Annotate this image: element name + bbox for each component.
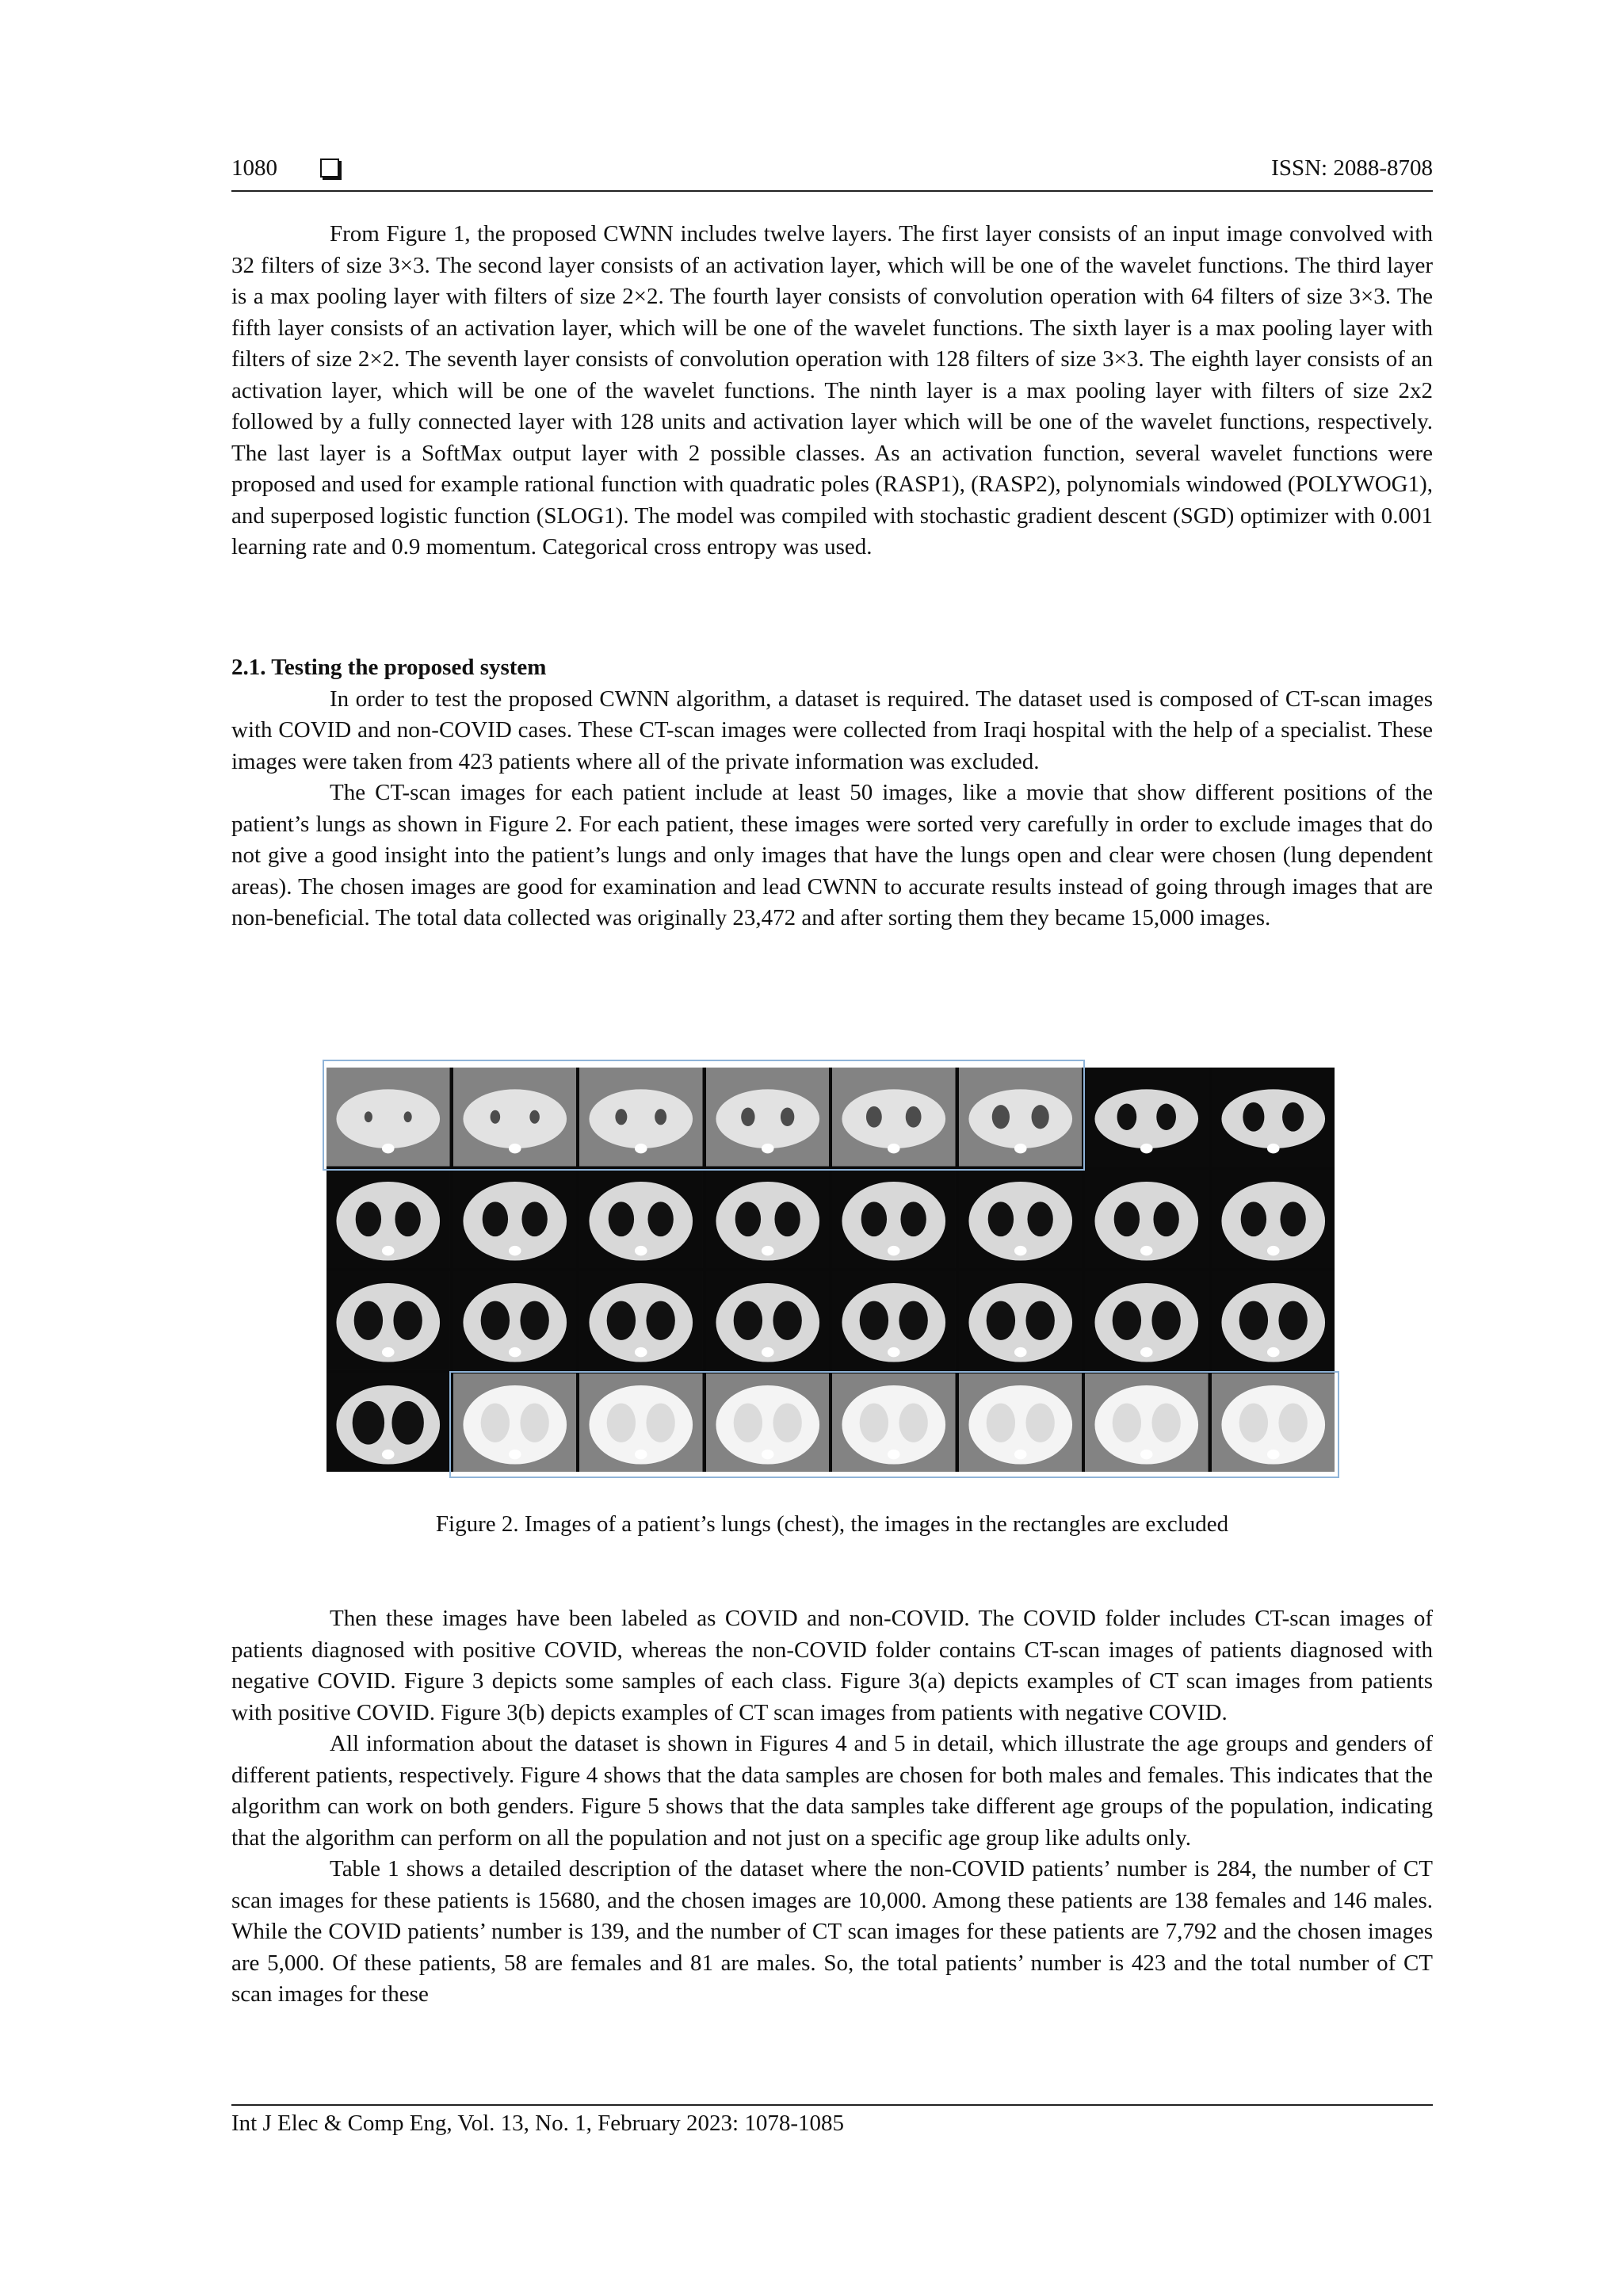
paragraph: Table 1 shows a detailed description of the dataset where the non-COVID patients’ number is 284, the number of CT scan images for these patients is 15680, and the chosen images are 10,000. Among these patients are 138 females and 146 males. While the COVID patients’ number is 139, and the number of CT scan images for these patients are 7,792 and the chosen images are 5,000. Of these patients, 58 are females and 81 are males. So, the total patients’ number is 423 and the total number of CT scan images for these <box>231 1856 1433 2007</box>
body-text-bottom <box>231 1603 1433 2011</box>
page-footer <box>231 2104 1433 2137</box>
page-number: 1080 <box>231 155 277 181</box>
paragraph: Then these images have been labeled as COVID and non-COVID. The COVID folder includes CT-scan images of patients diagnosed with positive COVID, whereas the non-COVID folder contains CT-scan images of patients diagnosed with negative COVID. Figure 3 depicts some samples of each class. Figure 3(a) depicts examples of CT scan images from patients with positive COVID. Figure 3(b) depicts examples of CT scan images from patients with negative COVID. <box>231 1606 1433 1725</box>
excluded-rectangle-bottom <box>449 1371 1339 1478</box>
ct-slice-image <box>579 1170 703 1269</box>
ct-slice-image <box>1085 1068 1209 1167</box>
body-text-top <box>231 219 1433 563</box>
excluded-rectangle-top <box>323 1060 1085 1171</box>
ct-slice-image <box>1212 1170 1335 1269</box>
ct-slice-image <box>1212 1068 1335 1167</box>
checkbox-square-icon <box>320 159 339 178</box>
ct-slice-image <box>1085 1170 1209 1269</box>
ct-slice-image <box>1085 1271 1209 1370</box>
section-2-1 <box>231 652 1433 934</box>
ct-slice-image <box>453 1170 577 1269</box>
ct-slice-image <box>1212 1271 1335 1370</box>
ct-slice-image <box>959 1170 1083 1269</box>
figure-caption: Figure 2. Images of a patient’s lungs (chest), the images in the rectangles are excluded <box>435 1511 1229 1537</box>
ct-slice-image <box>832 1271 956 1370</box>
section-heading: 2.1. Testing the proposed system <box>231 655 547 680</box>
ct-slice-image <box>579 1271 703 1370</box>
paragraph: From Figure 1, the proposed CWNN includes twelve layers. The first layer consists of an input image convolved with 32 filters of size 3×3. The second layer consists of an activation layer, which will be one of the wavelet functions. The third layer is a max pooling layer with filters of size 2×2. The fourth layer consists of convolution operation with 64 filters of size 3×3. The fifth layer consists of an activation layer, which will be one of the wavelet functions. The sixth layer is a max pooling layer with filters of size 2×2. The seventh layer consists of convolution operation with 128 filters of size 3×3. The eighth layer consists of an activation layer, which will be one of the wavelet functions. The ninth layer is a max pooling layer with filters of size 2x2 followed by a fully connected layer with 128 units and activation layer which will be one of the wavelet functions, respectively. The last layer is a SoftMax output layer with 2 possible classes. As an activation function, several wavelet functions were proposed and used for example rational function with quadratic poles (RASP1), (RASP2), polynomials windowed (POLYWOG1), and superposed logistic function (SLOG1). The model was compiled with stochastic gradient descent (SGD) optimizer with 0.001 learning rate and 0.9 momentum. Categorical cross entropy was used. <box>231 221 1433 560</box>
paragraph: All information about the dataset is shown in Figures 4 and 5 in detail, which illustrate the age groups and genders of different patients, respectively. Figure 4 shows that the data samples are chosen for both males and females. This indicates that the algorithm can work on both genders. Figure 5 shows that the data samples take different age groups of the population, indicating that the algorithm can perform on all the population and not just on a specific age group like adults only. <box>231 1731 1433 1851</box>
ct-slice-image <box>327 1271 450 1370</box>
figure-2 <box>323 1060 1339 1478</box>
page-header <box>231 155 1433 192</box>
ct-slice-image <box>327 1170 450 1269</box>
paragraph: In order to test the proposed CWNN algorithm, a dataset is required. The dataset used is composed of CT-scan images with COVID and non-COVID cases. These CT-scan images were collected from Iraqi hospital with the help of a specialist. These images were taken from 423 patients where all of the private information was excluded. <box>231 686 1433 774</box>
ct-slice-image <box>706 1170 830 1269</box>
ct-slice-image <box>453 1271 577 1370</box>
ct-slice-image <box>327 1373 450 1473</box>
footer-citation: Int J Elec & Comp Eng, Vol. 13, No. 1, February 2023: 1078-1085 <box>231 2111 845 2136</box>
ct-slice-image <box>706 1271 830 1370</box>
paragraph: The CT-scan images for each patient include at least 50 images, like a movie that show different positions of the patient’s lungs as shown in Figure 2. For each patient, these images were sorted very carefully in order to exclude images that do not give a good insight into the patient’s lungs and only images that have the lungs open and clear were chosen (lung dependent areas). The chosen images are good for examination and lead CWNN to accurate results instead of going through images that are non-beneficial. The total data collected was originally 23,472 and after sorting them they became 15,000 images. <box>231 780 1433 930</box>
ct-slice-image <box>832 1170 956 1269</box>
ct-slice-image <box>959 1271 1083 1370</box>
issn: ISSN: 2088-8708 <box>1271 155 1433 181</box>
